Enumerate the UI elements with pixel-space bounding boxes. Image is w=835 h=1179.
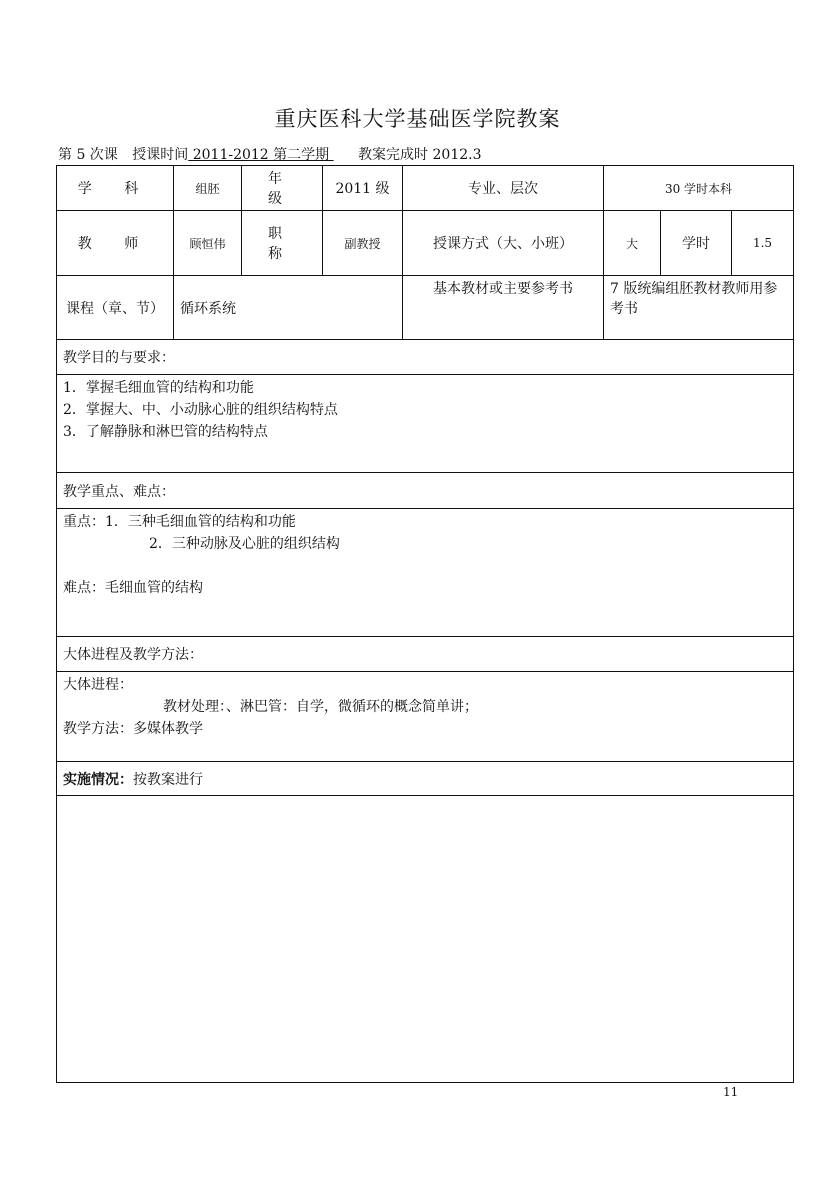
table-row-teacher [57, 211, 794, 276]
grade-value: 2011 级 [323, 166, 403, 211]
implementation [57, 762, 794, 796]
keypoints-header: 教学重点、难点： [57, 473, 794, 509]
goals-header-row [57, 340, 794, 375]
progress-header: 大体进程及教学方法： [57, 637, 794, 672]
mode-value: 大 [604, 211, 661, 276]
lesson-number: 第 5 次课 [58, 147, 118, 163]
hours-value: 1.5 [732, 211, 794, 276]
key-point-line: 重点：1．三种毛细血管的结构和功能 [63, 514, 296, 530]
goals-content-row [57, 375, 794, 473]
key-point-line: 2．三种动脉及心脏的组织结构 [149, 536, 340, 552]
teacher-value: 顾恒伟 [174, 211, 242, 276]
title-label: 职 称 [242, 211, 323, 276]
list-item: 3．了解静脉和淋巴管的结构特点 [63, 424, 268, 440]
lesson-plan-table [56, 165, 794, 1083]
implementation-label: 实施情况： [63, 771, 133, 788]
progress-content [57, 672, 794, 762]
goals-list [57, 375, 794, 473]
time-value: 2011-2012 第二学期 [188, 147, 334, 163]
completed-label: 教案完成时 2012.3 [358, 147, 482, 163]
progress-line: 教材处理：、淋巴管：自学，微循环的概念简单讲； [163, 699, 478, 715]
hours-label: 学时 [661, 211, 732, 276]
book-label: 基本教材或主要参考书 [403, 276, 604, 340]
keypoints-header-row [57, 473, 794, 509]
difficulty-line: 难点：毛细血管的结构 [63, 580, 203, 596]
blank-notes-row [57, 796, 794, 1083]
lesson-meta-line [58, 144, 482, 164]
goals-header: 教学目的与要求： [57, 340, 794, 375]
list-item: 2．掌握大、中、小动脉心脏的组织结构特点 [63, 402, 338, 418]
progress-header-row [57, 637, 794, 672]
title-value: 副教授 [323, 211, 403, 276]
progress-line: 大体进程： [63, 677, 133, 693]
teacher-label: 教 师 [57, 211, 174, 276]
method-line: 教学方法：多媒体教学 [63, 721, 203, 737]
grade-label: 年 级 [242, 166, 323, 211]
major-value: 30 学时本科 [604, 166, 794, 211]
subject-label: 学 科 [57, 166, 174, 211]
implementation-value: 按教案进行 [133, 771, 203, 788]
mode-label: 授课方式（大、小班） [403, 211, 604, 276]
course-value: 循环系统 [174, 276, 403, 340]
book-value: 7 版统编组胚教材教师用参考书 [604, 276, 794, 340]
subject-value: 组胚 [174, 166, 242, 211]
table-row-course [57, 276, 794, 340]
keypoints-content-row [57, 509, 794, 637]
implementation-row [57, 762, 794, 796]
keypoints-content [57, 509, 794, 637]
document-title: 重庆医科大学基础医学院教案 [274, 107, 561, 131]
blank-notes-area [57, 796, 794, 1083]
table-row-subject [57, 166, 794, 211]
course-label: 课程（章、节） [57, 276, 174, 340]
time-label: 授课时间 [132, 147, 189, 163]
list-item: 1．掌握毛细血管的结构和功能 [63, 380, 254, 396]
progress-content-row [57, 672, 794, 762]
major-label: 专业、层次 [403, 166, 604, 211]
page-number: 11 [723, 1085, 739, 1099]
